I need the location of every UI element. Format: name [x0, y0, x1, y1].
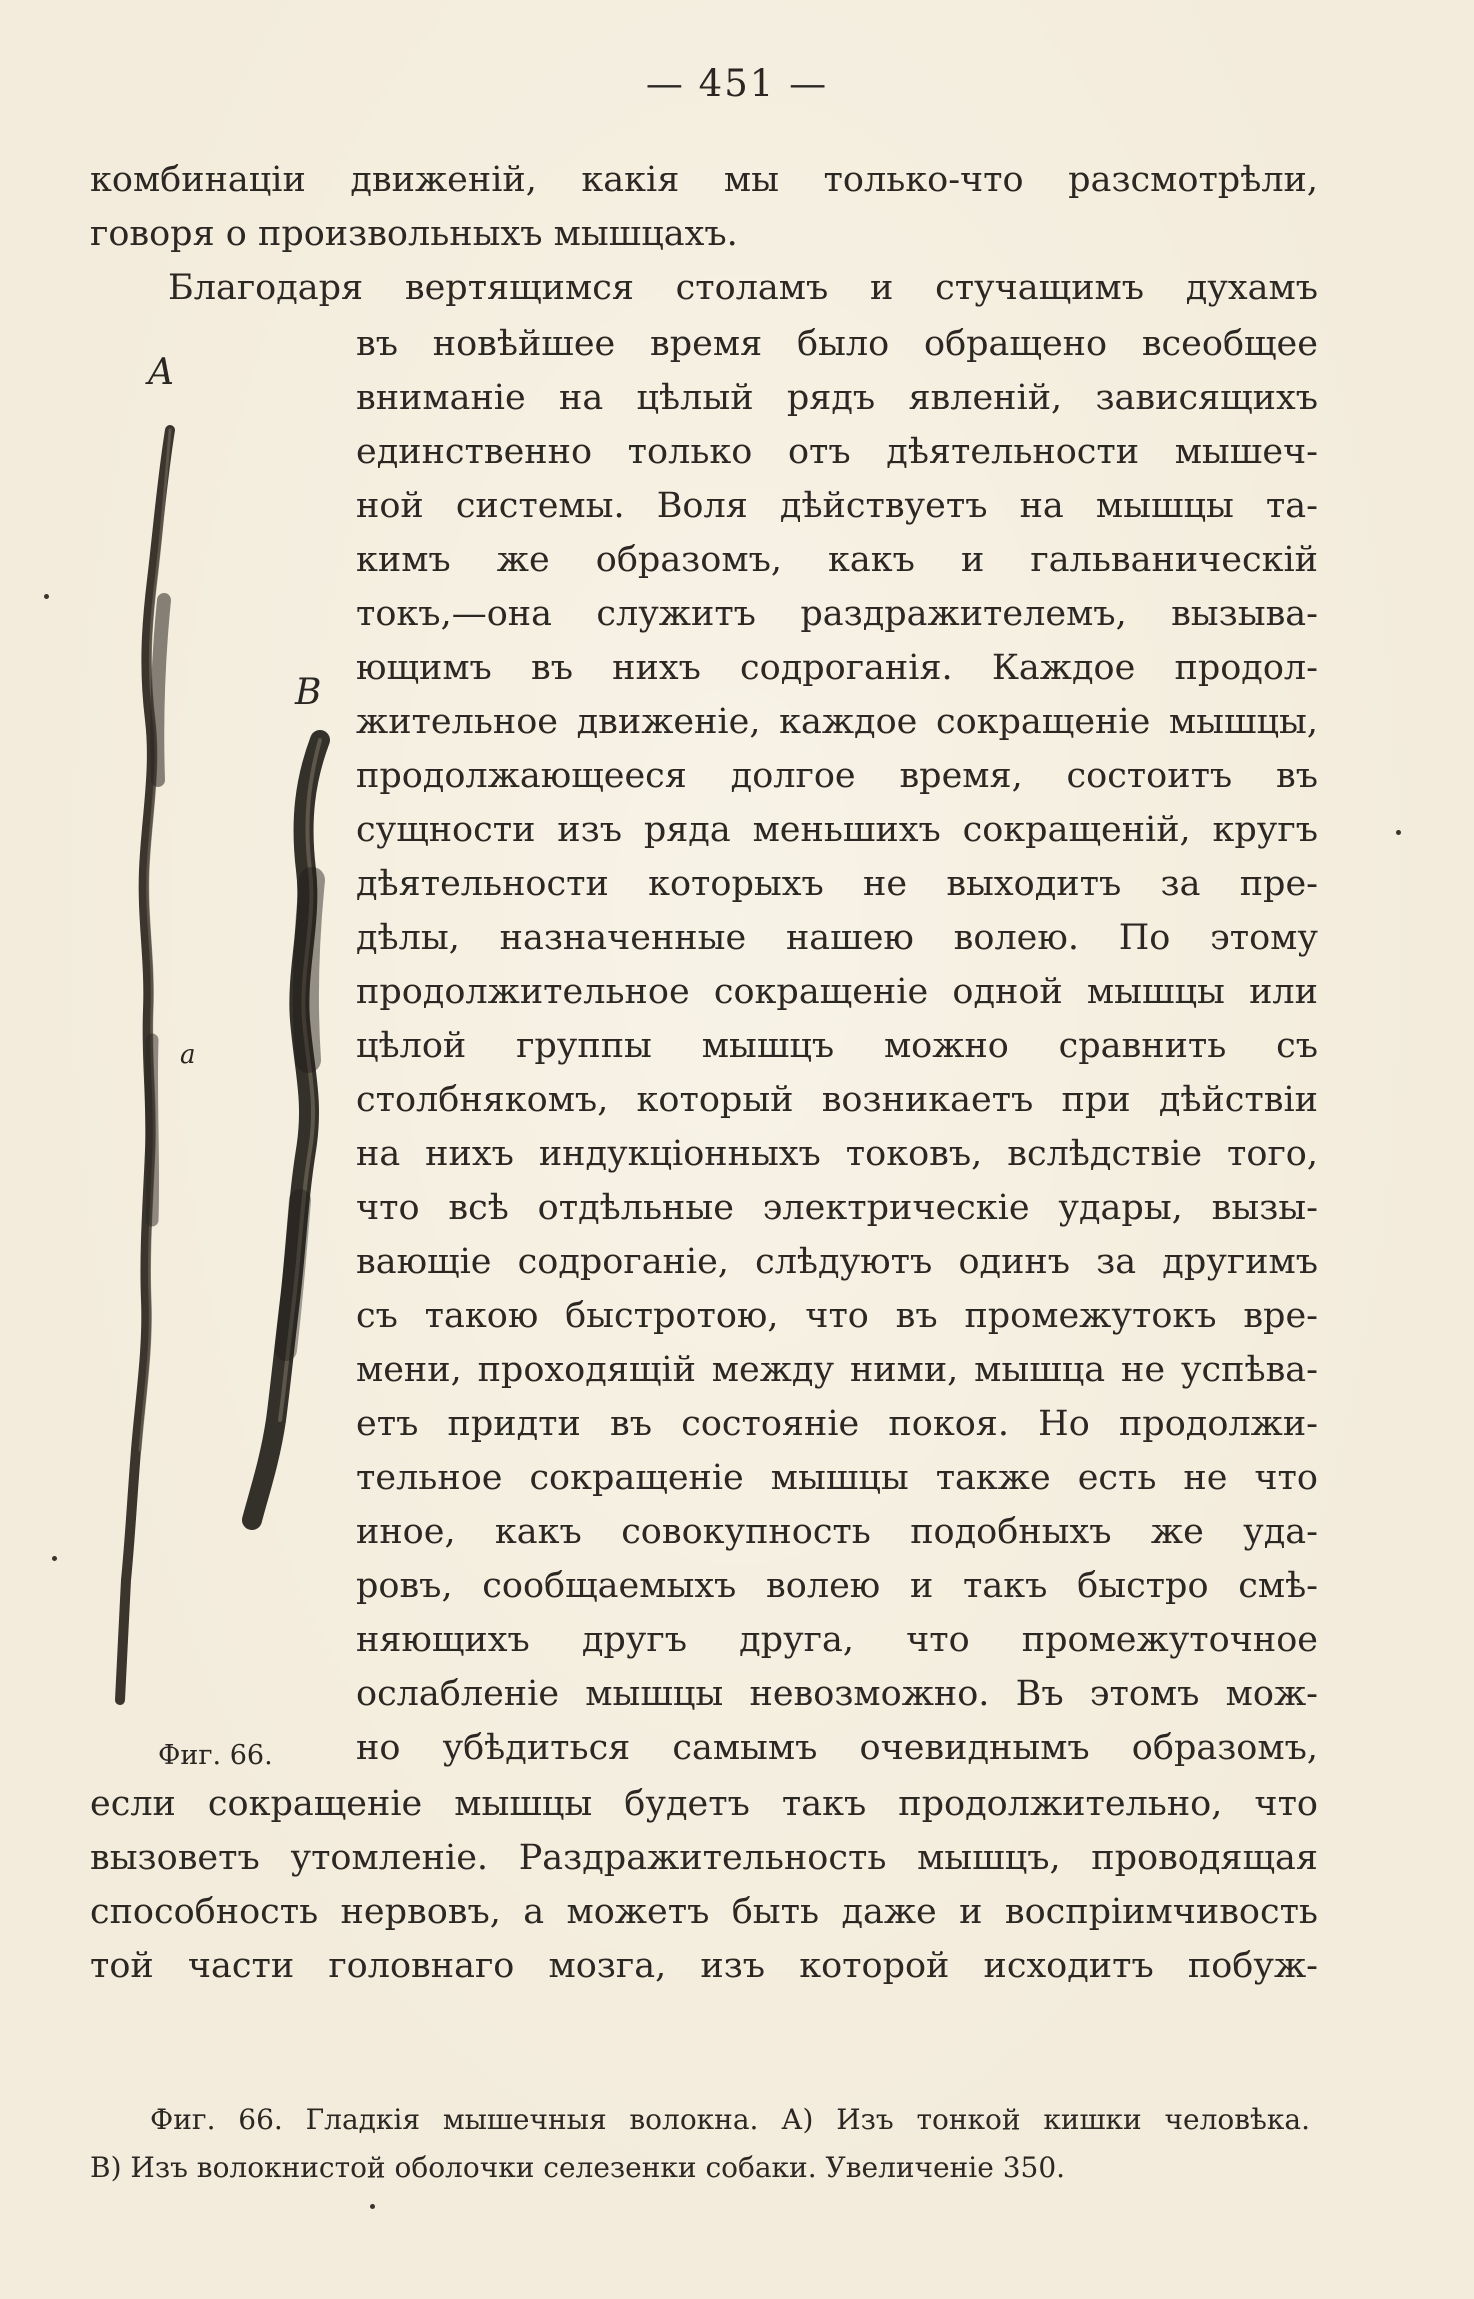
text-line-narrow-8: жительное движеніе, каждое сокращеніе мышцы,	[356, 702, 1318, 742]
text-line-narrow-6: токъ,—она служитъ раздражителемъ, вызыва-	[356, 594, 1318, 634]
text-line-narrow-3: единственно только отъ дѣятельности мышеч-	[356, 432, 1318, 472]
figure-label-b: B	[295, 672, 322, 713]
footnote-line-2: В) Изъ волокнистой оболочки селезенки собаки. Увеличеніе 350.	[90, 2151, 1066, 2184]
figure-caption: Фиг. 66.	[158, 1740, 273, 1771]
print-speck	[52, 1556, 57, 1561]
page-number: — 451 —	[645, 62, 829, 105]
text-line-narrow-11: дѣятельности которыхъ не выходитъ за пре-	[356, 864, 1318, 904]
text-line-top-2: говоря о произвольныхъ мышцахъ.	[90, 214, 738, 254]
text-line-narrow-4: ной системы. Воля дѣйствуетъ на мышцы та-	[356, 486, 1318, 526]
footnote-line-1: Фиг. 66. Гладкія мышечныя волокна. А) Изъ тонкой кишки человѣка.	[150, 2103, 1310, 2136]
text-line-narrow-20: мени, проходящій между ними, мышца не успѣва-	[356, 1350, 1318, 1390]
text-line-narrow-2: вниманіе на цѣлый рядъ явленій, зависящихъ	[356, 378, 1318, 418]
text-line-narrow-18: вающіе содроганіе, слѣдуютъ одинъ за другимъ	[356, 1242, 1318, 1282]
text-line-bottom-1: если сокращеніе мышцы будетъ такъ продолжительно, что	[90, 1784, 1318, 1824]
text-line-narrow-12: дѣлы, назначенные нашею волею. По этому	[356, 918, 1318, 958]
text-line-narrow-27: но убѣдиться самымъ очевиднымъ образомъ,	[356, 1728, 1318, 1768]
text-line-narrow-10: сущности изъ ряда меньшихъ сокращеній, кругъ	[356, 810, 1318, 850]
text-line-narrow-21: етъ придти въ состояніе покоя. Но продолжи-	[356, 1404, 1318, 1444]
text-line-narrow-1: въ новѣйшее время было обращено всеобщее	[356, 324, 1318, 364]
figure-label-a: A	[148, 352, 174, 393]
text-line-bottom-2: вызоветъ утомленіе. Раздражительность мышцъ, проводящая	[90, 1838, 1318, 1878]
text-line-narrow-15: столбнякомъ, который возникаетъ при дѣйствіи	[356, 1080, 1318, 1120]
text-line-narrow-19: съ такою быстротою, что въ промежутокъ вре-	[356, 1296, 1318, 1336]
text-line-narrow-26: ослабленіе мышцы невозможно. Въ этомъ мож-	[356, 1674, 1318, 1714]
text-line-narrow-14: цѣлой группы мышцъ можно сравнить съ	[356, 1026, 1318, 1066]
muscle-fiber-illustration	[100, 400, 360, 1730]
text-line-top-3: Благодаря вертящимся столамъ и стучащимъ духамъ	[168, 268, 1318, 308]
text-line-narrow-9: продолжающееся долгое время, состоитъ въ	[356, 756, 1318, 796]
text-line-narrow-23: иное, какъ совокупность подобныхъ же уда-	[356, 1512, 1318, 1552]
text-line-top-1: комбинаціи движеній, какія мы только-что разсмотрѣли,	[90, 160, 1318, 200]
text-line-narrow-24: ровъ, сообщаемыхъ волею и такъ быстро смѣ-	[356, 1566, 1318, 1606]
text-line-narrow-22: тельное сокращеніе мышцы также есть не что	[356, 1458, 1318, 1498]
text-line-narrow-13: продолжительное сокращеніе одной мышцы или	[356, 972, 1318, 1012]
text-line-narrow-7: ющимъ въ нихъ содроганія. Каждое продол-	[356, 648, 1318, 688]
print-speck	[1396, 830, 1401, 835]
text-line-bottom-4: той части головнаго мозга, изъ которой исходитъ побуж-	[90, 1946, 1318, 1986]
text-line-narrow-5: кимъ же образомъ, какъ и гальваническій	[356, 540, 1318, 580]
text-line-bottom-3: способность нервовъ, а можетъ быть даже и воспріимчивость	[90, 1892, 1318, 1932]
text-line-narrow-17: что всѣ отдѣльные электрическіе удары, вызы-	[356, 1188, 1318, 1228]
text-line-narrow-25: няющихъ другъ друга, что промежуточное	[356, 1620, 1318, 1660]
text-line-narrow-16: на нихъ индукціонныхъ токовъ, вслѣдствіе того,	[356, 1134, 1318, 1174]
print-speck	[44, 594, 49, 599]
print-speck	[370, 2204, 375, 2209]
figure-label-small-a: a	[180, 1040, 196, 1070]
